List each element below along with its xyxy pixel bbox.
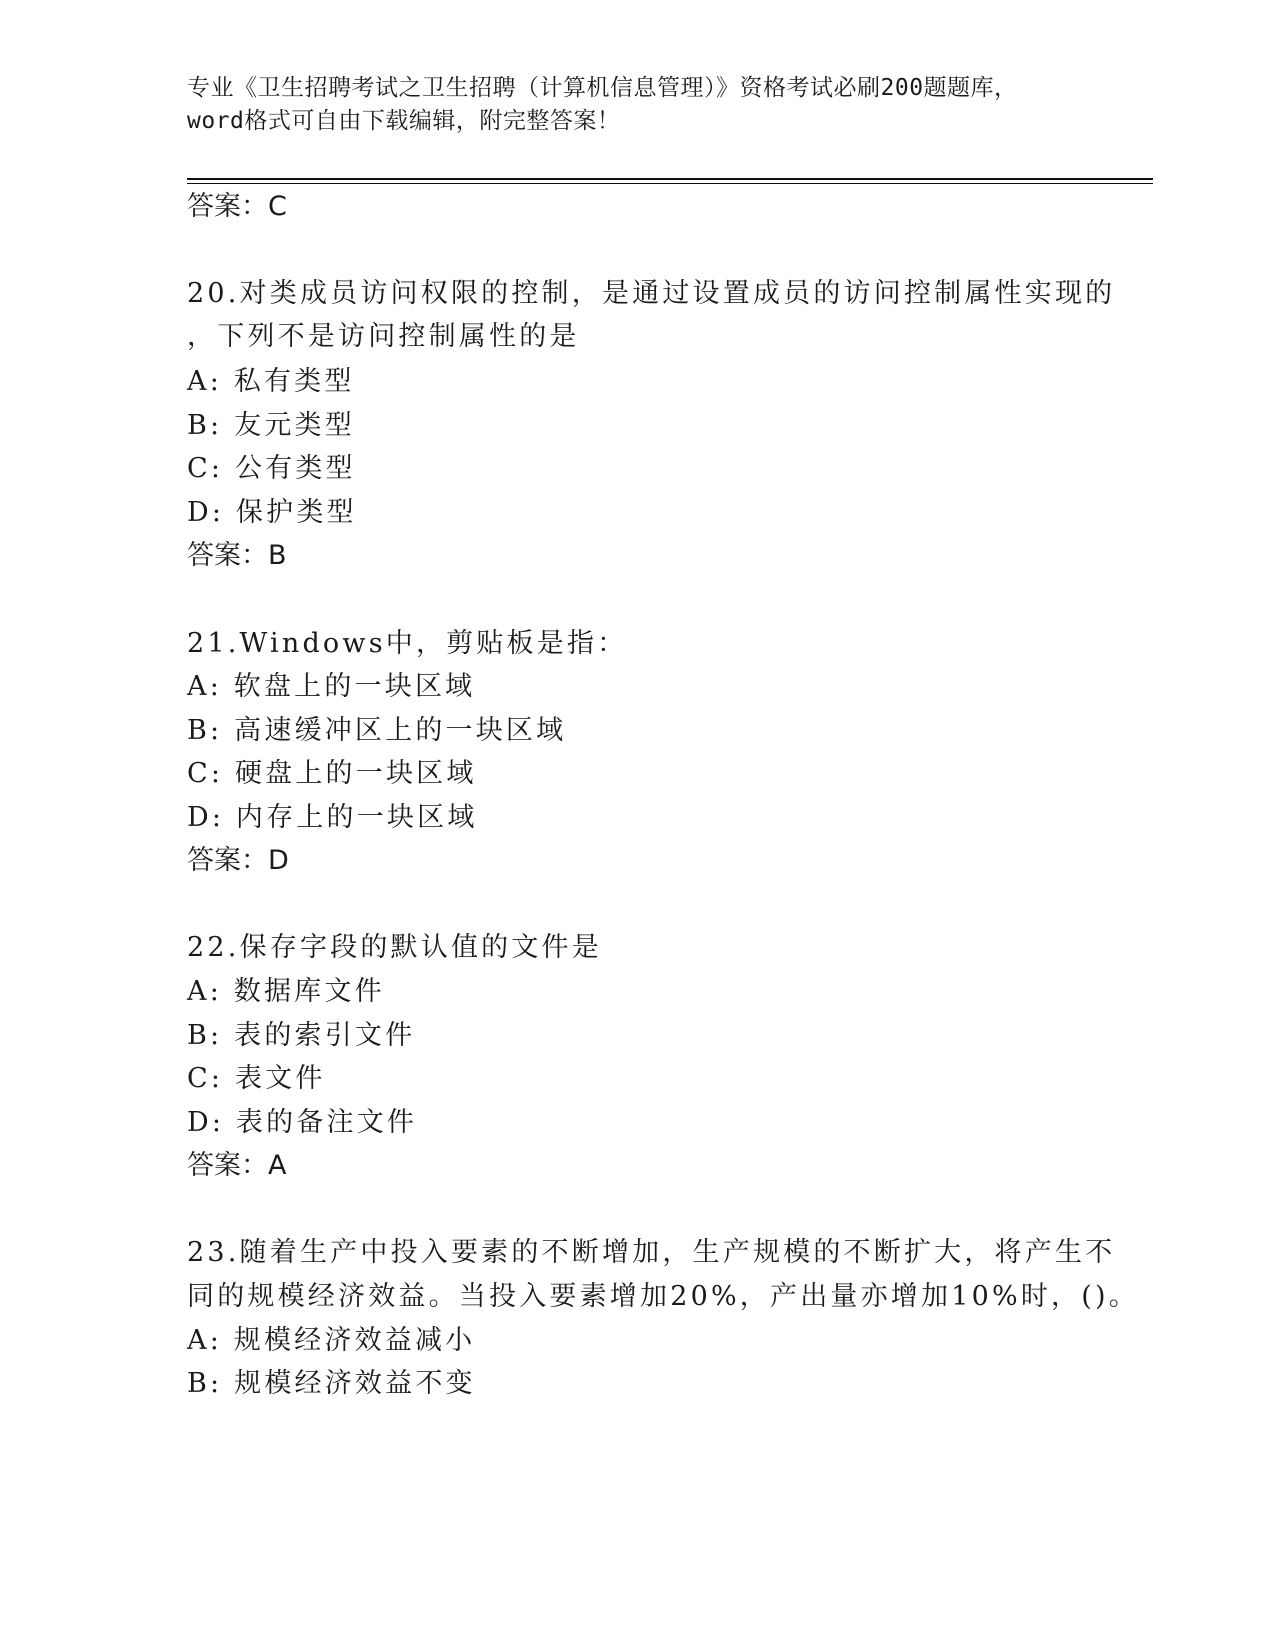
question-20-stem-line2: ，下列不是访问控制属性的是 — [187, 321, 580, 352]
header-divider-thick — [187, 178, 1153, 180]
question-22-option-b: B: 表的索引文件 — [187, 1020, 416, 1051]
question-21-option-b: B: 高速缓冲区上的一块区域 — [187, 715, 567, 746]
question-22-option-a: A: 数据库文件 — [187, 976, 385, 1007]
question-20-option-b: B: 友元类型 — [187, 410, 355, 441]
question-22-stem: 22.保存字段的默认值的文件是 — [187, 932, 602, 963]
answer-20: 答案：B — [187, 540, 287, 571]
question-21-stem: 21.Windows中，剪贴板是指： — [187, 628, 628, 659]
header-title-line1: 专业《卫生招聘考试之卫生招聘（计算机信息管理）》资格考试必刷200题题库， — [187, 75, 1018, 101]
document-header — [187, 72, 1087, 138]
question-23-stem-line2: 同的规模经济效益。当投入要素增加20%，产出量亦增加10%时，()。 — [187, 1281, 1139, 1312]
question-23-option-b: B: 规模经济效益不变 — [187, 1368, 476, 1399]
answer-22: 答案：A — [187, 1150, 287, 1181]
question-20-option-d: D: 保护类型 — [187, 497, 357, 528]
question-22-option-d: D: 表的备注文件 — [187, 1107, 418, 1138]
answer-21: 答案：D — [187, 845, 289, 876]
question-22-option-c: C: 表文件 — [187, 1063, 326, 1094]
question-23-option-a: A: 规模经济效益减小 — [187, 1325, 476, 1356]
question-20-option-a: A: 私有类型 — [187, 366, 355, 397]
question-21-option-d: D: 内存上的一块区域 — [187, 802, 478, 833]
question-20-stem-line1: 20.对类成员访问权限的控制，是通过设置成员的访问控制属性实现的 — [187, 278, 1116, 309]
header-title-line2: word格式可自由下载编辑，附完整答案！ — [187, 108, 621, 134]
question-21-option-c: C: 硬盘上的一块区域 — [187, 758, 477, 789]
question-20-option-c: C: 公有类型 — [187, 453, 356, 484]
question-23-stem-line1: 23.随着生产中投入要素的不断增加，生产规模的不断扩大，将产生不 — [187, 1237, 1116, 1268]
answer-prev: 答案：C — [187, 191, 287, 222]
question-21-option-a: A: 软盘上的一块区域 — [187, 671, 476, 702]
header-divider-thin — [187, 183, 1153, 184]
